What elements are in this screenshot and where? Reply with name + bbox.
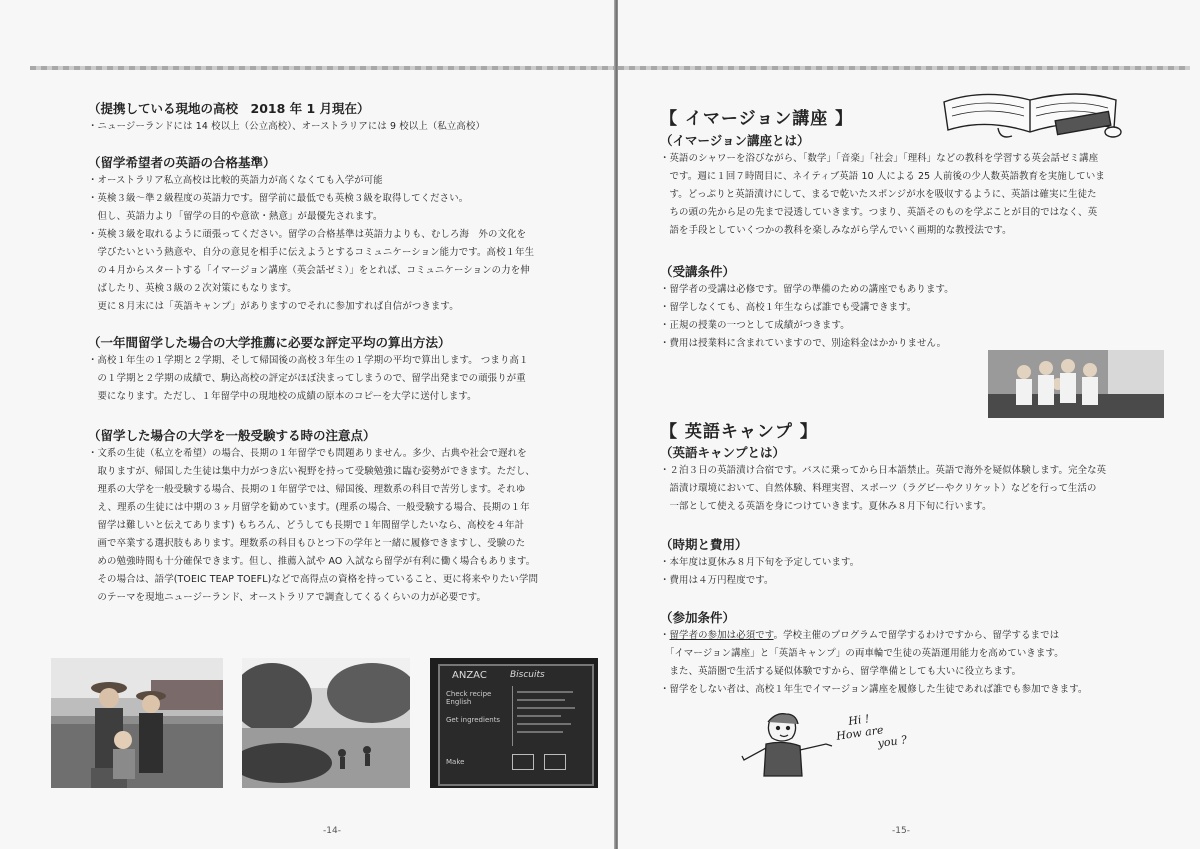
text-line: ・費用は授業料に含まれていますので、別途料金はかかりません。 — [660, 338, 947, 349]
text-span: 。学校主催のプログラムで留学するわけですから、留学するまでは — [773, 630, 1060, 641]
text-line: ・留学をしない者は、高校１年生でイマージョン講座を履修した生徒であれば誰でも参加できます。 — [660, 684, 1088, 695]
text-line: ・留学しなくても、高校１年生ならば誰でも受講できます。 — [660, 302, 917, 313]
section-course-conditions — [660, 263, 954, 353]
blackboard-box — [512, 754, 534, 770]
text-line: ・留学者の受講は必修です。留学の準備のための講座でもあります。 — [660, 284, 954, 295]
speech-line: How are — [835, 723, 885, 743]
section-heading: （時期と費用） — [660, 537, 748, 552]
text-line: 取りますが、帰国した生徒は集中力がつき広い視野を持って受験勉強に臨む姿勢ができます。ただし、 — [88, 466, 535, 477]
text-line: ・英検３級～準２級程度の英語力です。留学前に最低でも英検３級を取得してください。 — [88, 193, 469, 204]
section-participation — [660, 609, 1088, 699]
section-heading: （受講条件） — [660, 264, 736, 279]
text-line: ばしたり、英検３級の２次対策にもなります。 — [88, 283, 297, 294]
text-line: え、理系の生徒には中期の３ヶ月留学を勧めています。(理系の場合、一般受験する場合、長期の１年 — [88, 502, 530, 513]
section-heading: （留学希望者の英語の合格基準） — [88, 155, 276, 170]
text-line: 学びたいという熱意や、自分の意見を相手に伝えようとするコミュニケーション能力です。高校１年生 — [88, 247, 535, 258]
text-line: ・文系の生徒（私立を希望）の場合、長期の１年留学でも問題ありません。多少、古典や社会で遅れを — [88, 448, 527, 459]
text-line: す。どっぷりと英語漬けにして、まるで乾いたスポンジが水を吸収するように、英語は確実に生徒た — [660, 189, 1097, 200]
text-line: めの勉強時間も十分確保できます。但し、推薦入試や AO 入試なら留学が有利に働く場合もあります。 — [88, 556, 536, 567]
text-line: ・ニュージーランドには 14 校以上（公立高校）、オーストラリアには 9 校以上（私立高校） — [88, 121, 485, 132]
speech-handwriting — [834, 707, 909, 755]
blackboard-scribbles — [512, 686, 583, 746]
immersion-title: 【 イマージョン講座 】 — [660, 109, 854, 129]
text-line: ・本年度は夏休み８月下旬を予定しています。 — [660, 557, 860, 568]
text-line: 一部として使える英語を身につけていきます。夏休み８月下旬に行います。 — [660, 501, 992, 512]
section-heading: （イマージョン講座とは） — [660, 133, 810, 148]
page-number: -15- — [892, 826, 910, 836]
text-line: の１学期と２学期の成績で、駒込高校の評定がほぼ決まってしまうので、留学出発までの頑張りが重 — [88, 373, 526, 384]
text-line: ・オーストラリア私立高校は比較的英語力が高くなくても入学が可能 — [88, 175, 383, 186]
text-line: ・費用は４万円程度です。 — [660, 575, 774, 586]
text-line: ・正規の授業の一つとして成績がつきます。 — [660, 320, 850, 331]
text-line — [660, 627, 1088, 645]
text-line: 語漬け環境において、自然体験、料理実習、スポーツ（ラグビーやクリケット）などを行って生活の — [660, 483, 1097, 494]
blackboard-subtitle: Biscuits — [510, 670, 545, 680]
speech-line: you ? — [876, 733, 908, 751]
text-line: ・英検３級を取れるように頑張ってください。留学の合格基準は英語力よりも、むしろ海 外の文化を — [88, 229, 527, 240]
photo-blackboard — [430, 658, 598, 788]
section-heading: （英語キャンプとは） — [660, 445, 786, 460]
text-line: の４月からスタートする「イマージョン講座（英会話ゼミ）」をとれば、コミュニケーションの力を伸 — [88, 265, 530, 276]
blackboard-box — [544, 754, 566, 770]
right-page — [618, 0, 1200, 849]
text-line: です。週に１回７時間目に、ネイティブ英語 10 人による 25 人前後の少人数英語教育を実施していま — [660, 171, 1105, 182]
section-english-camp — [660, 444, 1106, 516]
text-line: 留学は難しいと伝えてあります) もちろん、どうしても長期で１年間留学したいなら、高校を４年計 — [88, 520, 525, 531]
cartoon-character — [736, 710, 846, 780]
page-number: -14- — [323, 826, 341, 836]
text-line: ・高校１年生の１学期と２学期、そして帰国後の高校３年生の１学期の平均で算出します。 つまり高１ — [88, 355, 529, 366]
camp-title: 【 英語キャンプ 】 — [660, 422, 818, 442]
text-line: 「イマージョン講座」と「英語キャンプ」の両車輪で生徒の英語運用能力を高めていきます。 — [660, 648, 1064, 659]
blackboard-note: Check recipe English — [446, 690, 492, 706]
speech-line: Hi ! — [847, 712, 871, 728]
section-heading: （留学した場合の大学を一般受験する時の注意点） — [88, 428, 376, 443]
section-heading: （提携している現地の高校 2018 年 1 月現在） — [88, 101, 370, 116]
text-line: ・２泊３日の英語漬け合宿です。バスに乗ってから日本語禁止。英語で海外を疑似体験します。完全な英 — [660, 465, 1107, 476]
photo-student-group — [988, 350, 1164, 418]
text-line: ・英語のシャワーを浴びながら、「数学」「音楽」「社会」「理科」などの教科を学習する英会話ゼミ講座 — [660, 153, 1099, 164]
text-line: ちの頭の先から足の先まで浸透していきます。つまり、英語そのものを学ぶことが目的ではなく、英 — [660, 207, 1098, 218]
photo-students-uniform — [51, 658, 223, 788]
blackboard — [438, 664, 594, 786]
text-line: のテーマを現地ニュージーランド、オーストラリアで調査してくるくらいの力が必要です。 — [88, 592, 487, 603]
text-line: 語を手段としていくつかの教科を楽しみながら学んでいく画期的な教授法です。 — [660, 225, 1012, 236]
section-general-exam — [88, 427, 538, 607]
bullet: ・ — [660, 630, 670, 641]
blackboard-title: ANZAC — [452, 670, 487, 681]
section-grade-average — [88, 334, 529, 406]
text-line: 要になります。ただし、１年留学中の現地校の成績の原本のコピーを大学に送付します。 — [88, 391, 477, 402]
blackboard-note: Make — [446, 758, 465, 766]
photo-outdoor-group — [242, 658, 410, 788]
section-heading: （参加条件） — [660, 610, 736, 625]
section-period-cost — [660, 536, 859, 590]
section-heading: （一年間留学した場合の大学推薦に必要な評定平均の算出方法） — [88, 335, 451, 350]
text-line: その場合は、語学(TOEIC TEAP TOEFL)などで高得点の資格を持っていること、更に将来やりたい学問 — [88, 574, 539, 585]
text-line: 更に８月末には「英語キャンプ」がありますのでそれに参加すれば自信がつきます。 — [88, 301, 459, 312]
text-line: 画で卒業する選択肢もあります。理数系の科目もひとつ下の学年と一緒に履修できますし、受験のた — [88, 538, 526, 549]
scan-divider — [30, 66, 616, 70]
scan-divider — [618, 66, 1190, 70]
underlined-text: 留学者の参加は必須です — [669, 630, 774, 641]
section-partner-schools — [88, 100, 485, 136]
section-immersion — [660, 132, 1105, 240]
blackboard-note: Get ingredients — [446, 716, 501, 724]
text-line: また、英語圏で生活する疑似体験ですから、留学準備としても大いに役立ちます。 — [660, 666, 1022, 677]
text-line: 理系の大学を一般受験する場合、長期の１年留学では、帰国後、理数系の科目で苦労します。それゆ — [88, 484, 526, 495]
text-line: 但し、英語力より「留学の目的や意欲・熱意」が最優先されます。 — [88, 211, 383, 222]
section-english-criteria — [88, 154, 534, 316]
